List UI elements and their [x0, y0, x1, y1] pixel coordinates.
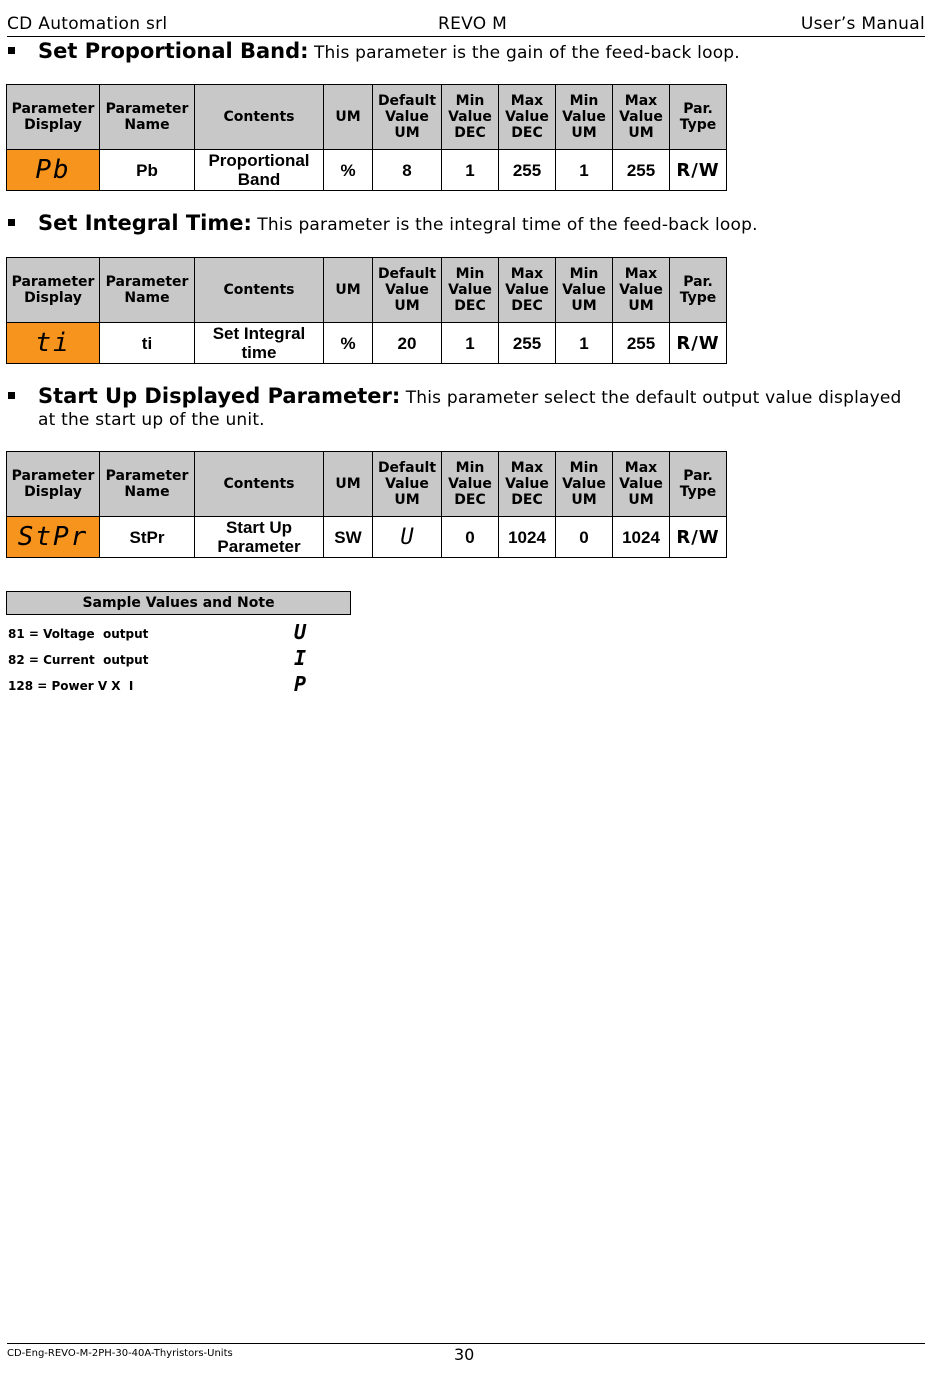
section-title: Start Up Displayed Parameter:	[38, 384, 401, 408]
sample-label: 81 = Voltage output	[8, 627, 149, 641]
sample-values-header: Sample Values and Note	[6, 591, 351, 615]
col-header: Max Value UM	[613, 258, 670, 323]
parameter-min-dec: 1	[442, 150, 499, 191]
col-header: Min Value DEC	[442, 85, 499, 150]
col-header: Max Value DEC	[499, 258, 556, 323]
col-header: Parameter Name	[100, 452, 195, 517]
parameter-table-pb	[6, 84, 727, 191]
parameter-max-um: 255	[613, 150, 670, 191]
parameter-contents: Proportional Band	[195, 150, 324, 191]
col-header: Contents	[195, 452, 324, 517]
parameter-type: R/W	[670, 517, 727, 558]
parameter-table-ti	[6, 257, 727, 364]
parameter-contents: Set Integral time	[195, 323, 324, 364]
parameter-display: Pb	[7, 150, 100, 191]
bullet-icon	[8, 219, 15, 226]
col-header: Contents	[195, 258, 324, 323]
bullet-icon	[8, 47, 15, 54]
col-header: Default Value UM	[373, 258, 442, 323]
col-header: UM	[324, 258, 373, 323]
col-header: Parameter Name	[100, 85, 195, 150]
col-header: Par. Type	[670, 452, 727, 517]
parameter-type: R/W	[670, 150, 727, 191]
parameter-um: %	[324, 323, 373, 364]
document-code: CD-Eng-REVO-M-2PH-30-40A-Thyristors-Units	[7, 1348, 233, 1359]
parameter-name: ti	[100, 323, 195, 364]
col-header: Parameter Display	[7, 452, 100, 517]
col-header: Min Value UM	[556, 85, 613, 150]
col-header: Min Value DEC	[442, 452, 499, 517]
col-header: UM	[324, 85, 373, 150]
parameter-max-um: 255	[613, 323, 670, 364]
section-title: Set Integral Time:	[38, 211, 252, 235]
list-item	[8, 672, 328, 696]
col-header: Max Value DEC	[499, 85, 556, 150]
section-description: This parameter is the integral time of the feed-back loop.	[257, 215, 758, 235]
section-title: Set Proportional Band:	[38, 39, 309, 63]
table-row	[7, 323, 727, 364]
sample-symbol: I	[294, 646, 307, 670]
sample-symbol: U	[294, 620, 307, 644]
parameter-table-stpr	[6, 451, 727, 558]
parameter-contents: Start Up Parameter	[195, 517, 324, 558]
col-header: Min Value UM	[556, 452, 613, 517]
manual-title: User’s Manual	[800, 14, 925, 34]
page-number: 30	[454, 1345, 475, 1364]
section-start-up-parameter	[8, 385, 923, 431]
parameter-min-um: 1	[556, 150, 613, 191]
bullet-icon	[8, 392, 15, 399]
section-description: This parameter is the gain of the feed-back loop.	[313, 43, 740, 63]
parameter-max-um: 1024	[613, 517, 670, 558]
sample-label: 128 = Power V X I	[8, 679, 134, 693]
col-header: Min Value UM	[556, 258, 613, 323]
parameter-display: ti	[7, 323, 100, 364]
parameter-min-dec: 0	[442, 517, 499, 558]
section-proportional-band	[8, 40, 923, 64]
col-header: Default Value UM	[373, 85, 442, 150]
page-header	[7, 14, 925, 37]
col-header: Max Value UM	[613, 85, 670, 150]
parameter-display: StPr	[7, 517, 100, 558]
table-row	[7, 517, 727, 558]
parameter-max-dec: 255	[499, 323, 556, 364]
sample-label: 82 = Current output	[8, 653, 149, 667]
parameter-default: 20	[373, 323, 442, 364]
parameter-min-dec: 1	[442, 323, 499, 364]
col-header: Par. Type	[670, 258, 727, 323]
parameter-name: StPr	[100, 517, 195, 558]
section-integral-time	[8, 212, 923, 236]
col-header: Max Value UM	[613, 452, 670, 517]
col-header: Default Value UM	[373, 452, 442, 517]
col-header: Min Value DEC	[442, 258, 499, 323]
col-header: Parameter Display	[7, 85, 100, 150]
parameter-type: R/W	[670, 323, 727, 364]
list-item	[8, 620, 328, 644]
col-header: Contents	[195, 85, 324, 150]
parameter-um: %	[324, 150, 373, 191]
table-row	[7, 150, 727, 191]
parameter-max-dec: 1024	[499, 517, 556, 558]
parameter-um: SW	[324, 517, 373, 558]
company-name: CD Automation srl	[7, 14, 168, 34]
parameter-default: 8	[373, 150, 442, 191]
sample-symbol: P	[294, 672, 307, 696]
parameter-min-um: 1	[556, 323, 613, 364]
list-item	[8, 646, 328, 670]
product-name: REVO M	[438, 14, 508, 34]
parameter-min-um: 0	[556, 517, 613, 558]
col-header: Max Value DEC	[499, 452, 556, 517]
page-footer	[7, 1343, 925, 1374]
col-header: Parameter Name	[100, 258, 195, 323]
col-header: Par. Type	[670, 85, 727, 150]
col-header: UM	[324, 452, 373, 517]
parameter-default: U	[373, 517, 442, 558]
col-header: Parameter Display	[7, 258, 100, 323]
section-description: This parameter select the default output value displayed at the start up of the unit.	[38, 388, 902, 430]
parameter-max-dec: 255	[499, 150, 556, 191]
parameter-name: Pb	[100, 150, 195, 191]
